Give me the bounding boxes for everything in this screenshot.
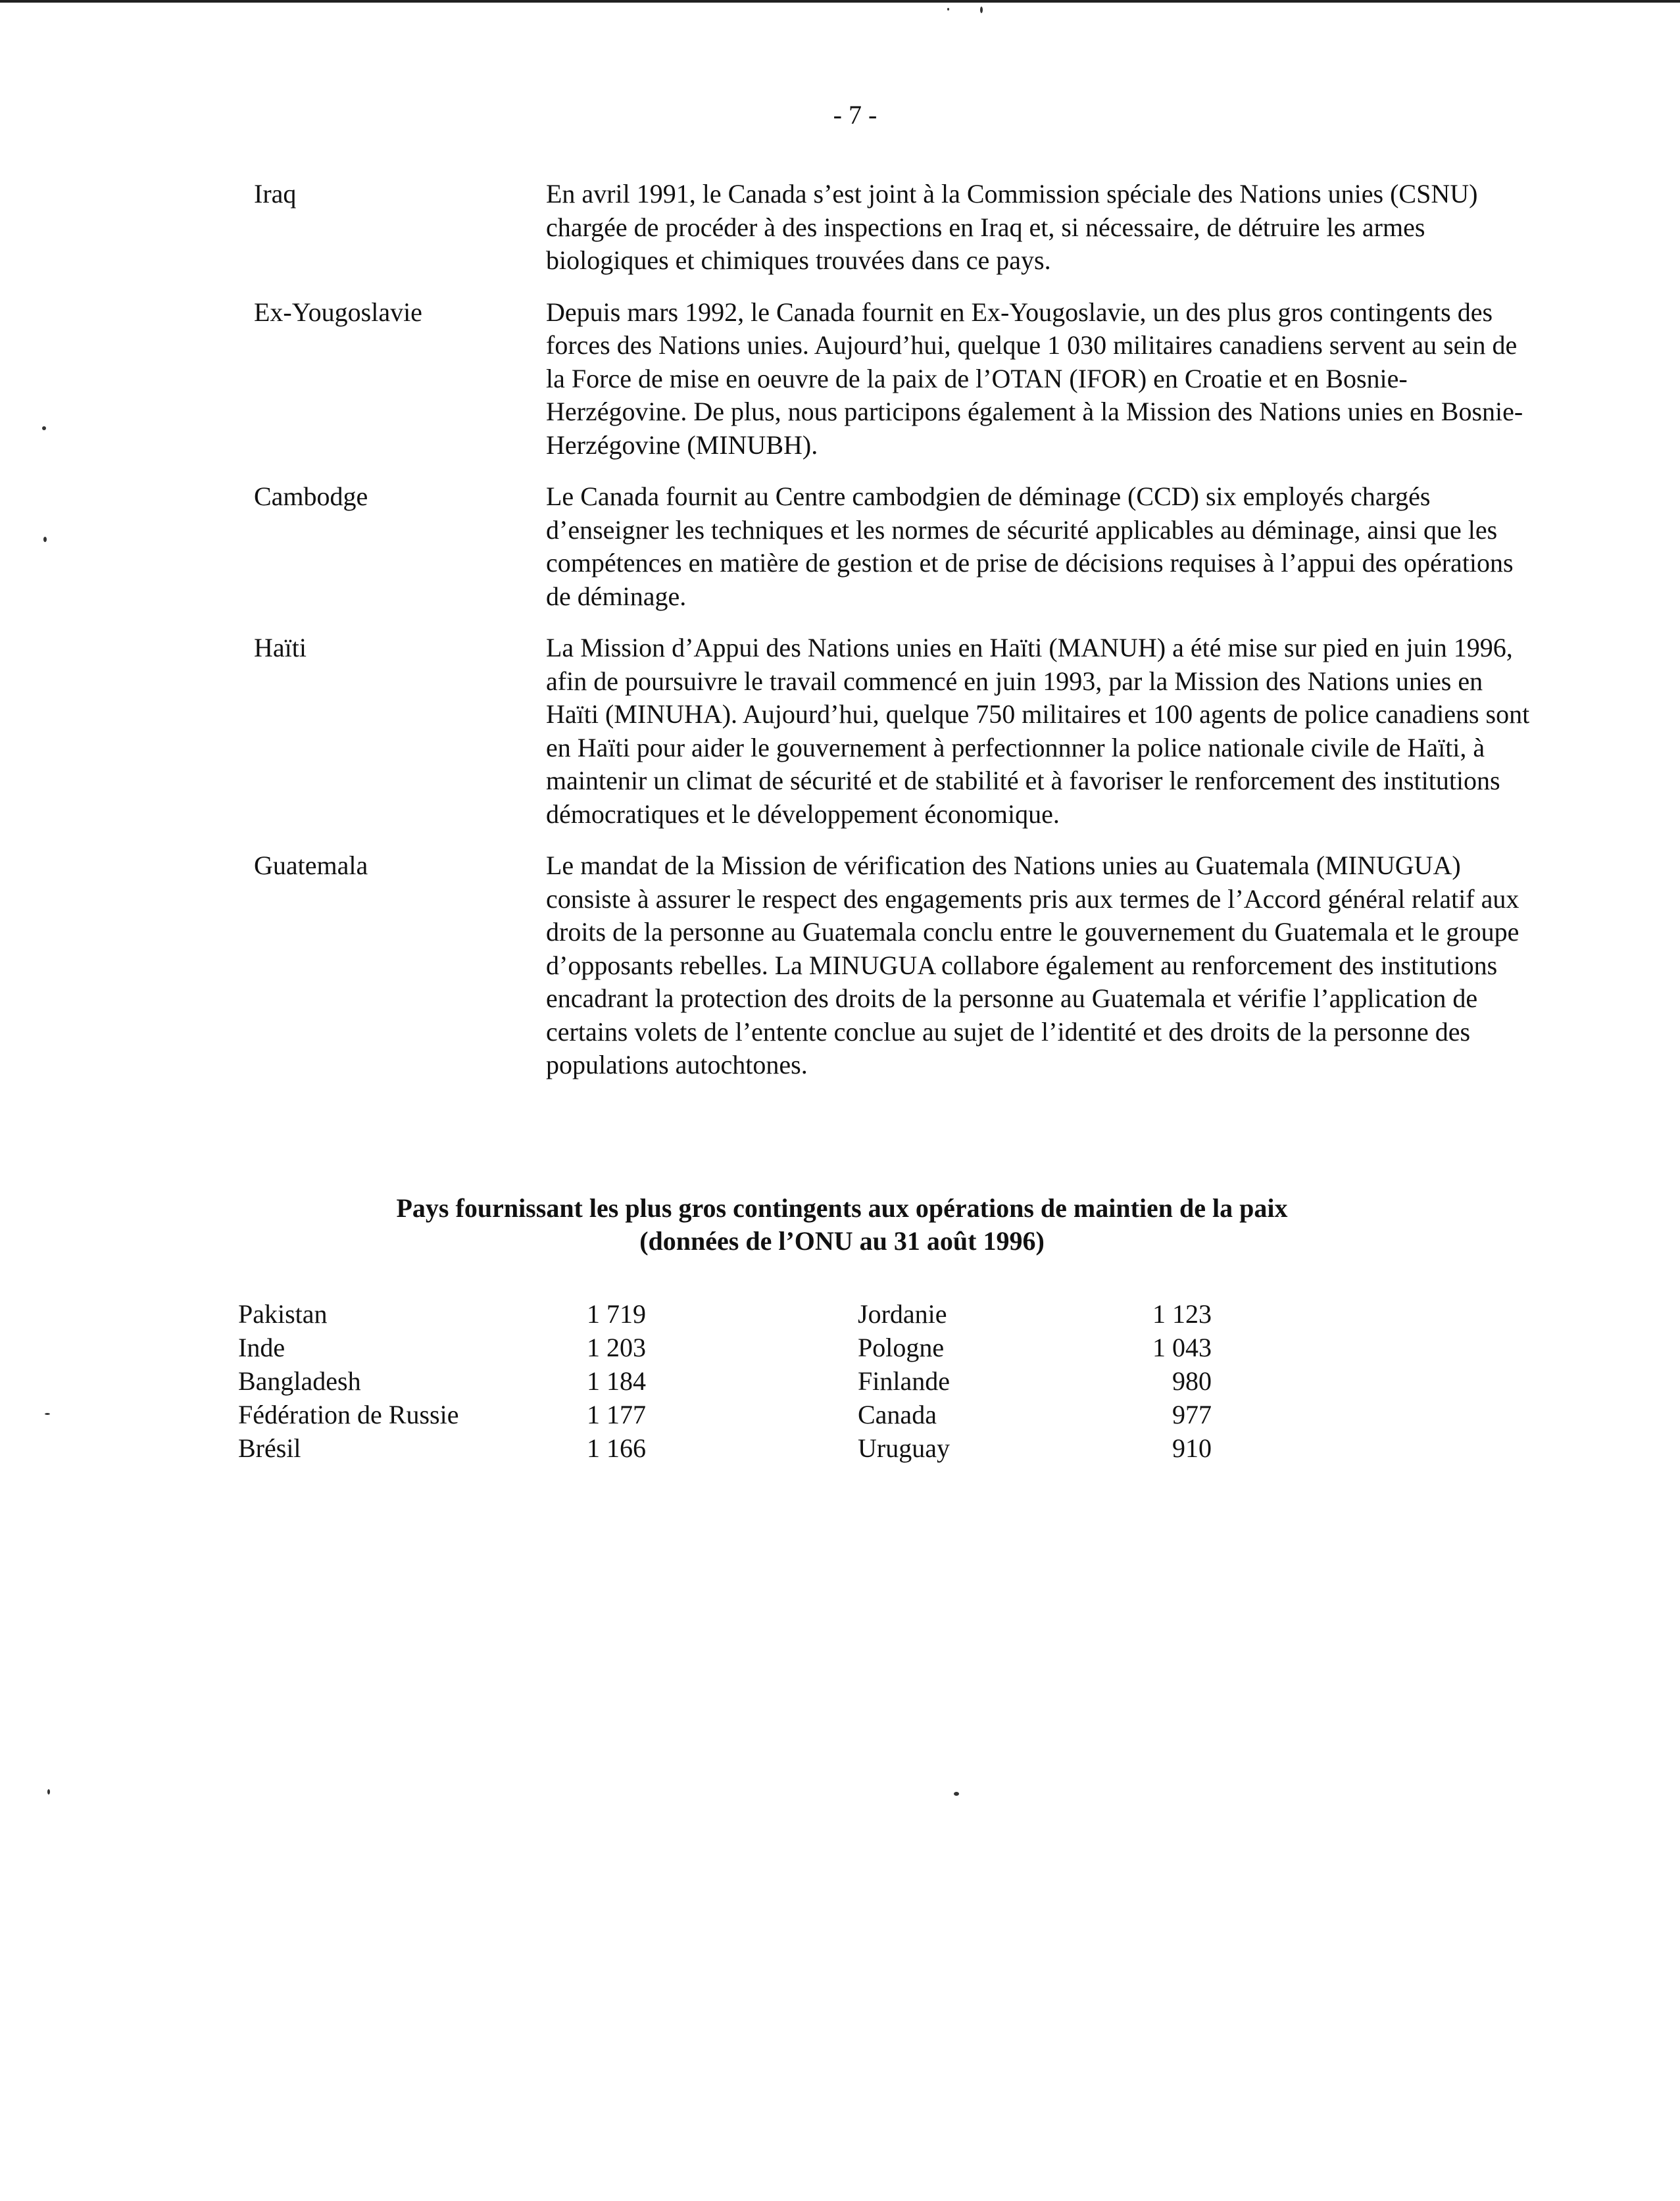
table-row (238, 1398, 646, 1431)
country-name: Finlande (858, 1366, 950, 1396)
entry-guatemala (254, 849, 1543, 1082)
entry-label: Ex-Yougoslavie (254, 297, 422, 327)
entry-label: Guatemala (254, 851, 368, 880)
scan-speck (43, 537, 47, 542)
table-row (858, 1431, 1212, 1465)
table-title-line-2: (données de l’ONU au 31 août 1996) (639, 1226, 1045, 1256)
contingent-count: 1 166 (587, 1433, 646, 1463)
scan-speck (42, 426, 46, 430)
entry-text: Le mandat de la Mission de vérification des Nations unies au Guatemala (MINUGUA) consiste à assurer le respect des engagements pris aux termes de l’Accord général relatif aux droits de la personne au Guatemala conclu entre le gouvernement du Guatemala et le groupe d’opposants rebelles. La MINUGUA collabore également au renforcement des institutions encadrant la protection des droits de la personne au Guatemala et vérifie l’application de certains volets de l’entente conclue au sujet de l’identité et des droits de la personne des populations autochtones. (546, 851, 1519, 1079)
table-row (858, 1398, 1212, 1431)
entry-haiti (254, 631, 1543, 831)
contingent-count: 1 719 (587, 1299, 646, 1329)
table-row (238, 1431, 646, 1465)
contingent-count: 1 177 (587, 1400, 646, 1429)
entry-text: En avril 1991, le Canada s’est joint à la Commission spéciale des Nations unies (CSNU) chargée de procéder à des inspections en Iraq et, si nécessaire, de détruire les armes biologiques et chimiques trouvées dans ce pays. (546, 179, 1478, 275)
stats-column-right (858, 1297, 1212, 1465)
contingent-count: 980 (1172, 1366, 1212, 1396)
country-name: Inde (238, 1333, 285, 1362)
table-row (238, 1297, 646, 1331)
country-name: Fédération de Russie (238, 1400, 459, 1429)
country-name: Jordanie (858, 1299, 947, 1329)
page-number: - 7 - (833, 100, 877, 130)
scan-speck (45, 1413, 50, 1415)
entry-label: Iraq (254, 179, 297, 209)
table-row (238, 1331, 646, 1364)
scan-speck (47, 1789, 50, 1794)
country-name: Canada (858, 1400, 937, 1429)
country-name: Pologne (858, 1333, 945, 1362)
entry-text: La Mission d’Appui des Nations unies en Haïti (MANUH) a été mise sur pied en juin 1996, afin de poursuivre le travail commencé en juin 1993, par la Mission des Nations unies en Haïti (MINUHA). Aujourd’hui, quelque 750 militaires et 100 agents de police canadiens sont en Haïti pour aider le gouvernement à perfectionnner la police nationale civile de Haïti, à maintenir un climat de sécurité et de stabilité et à favoriser le renforcement des institutions démocratiques et le développement économique. (546, 633, 1530, 829)
top-border-line (0, 0, 1680, 3)
scan-speck (980, 7, 983, 13)
entry-ex-yougoslavie (254, 296, 1543, 462)
entry-cambodge (254, 480, 1543, 613)
contingent-count: 1 043 (1152, 1333, 1212, 1362)
table-row (858, 1331, 1212, 1364)
contingent-count: 1 184 (587, 1366, 646, 1396)
stats-column-left (238, 1297, 646, 1465)
scan-speck (954, 1792, 959, 1796)
table-row (238, 1364, 646, 1398)
table-title-line-1: Pays fournissant les plus gros contingents aux opérations de maintien de la paix (396, 1193, 1288, 1223)
country-entries (254, 178, 1543, 1100)
country-name: Brésil (238, 1433, 301, 1463)
entry-text: Le Canada fournit au Centre cambodgien de déminage (CCD) six employés chargés d’enseigner les techniques et les normes de sécurité applicables au déminage, ainsi que les compétences en matière de gestion et de prise de décisions requises à l’appui des opérations de déminage. (546, 482, 1514, 611)
contingent-count: 910 (1172, 1433, 1212, 1463)
entry-text: Depuis mars 1992, le Canada fournit en Ex-Yougoslavie, un des plus gros contingents des forces des Nations unies. Aujourd’hui, quelque 1 030 militaires canadiens servent au sein de la Force de mise en oeuvre de la paix de l’OTAN (IFOR) en Croatie et en Bosnie-Herzégovine. De plus, nous participons également à la Mission des Nations unies en Bosnie-Herzégovine (MINUBH). (546, 297, 1523, 460)
contingent-count: 977 (1172, 1400, 1212, 1429)
entry-label: Cambodge (254, 482, 368, 511)
contingent-count: 1 123 (1152, 1299, 1212, 1329)
entry-label: Haïti (254, 633, 307, 662)
table-row (858, 1297, 1212, 1331)
country-name: Pakistan (238, 1299, 328, 1329)
country-name: Uruguay (858, 1433, 950, 1463)
scan-speck (947, 8, 949, 11)
country-name: Bangladesh (238, 1366, 361, 1396)
table-row (858, 1364, 1212, 1398)
entry-iraq (254, 178, 1543, 278)
table-title (197, 1192, 1487, 1258)
contingent-count: 1 203 (587, 1333, 646, 1362)
